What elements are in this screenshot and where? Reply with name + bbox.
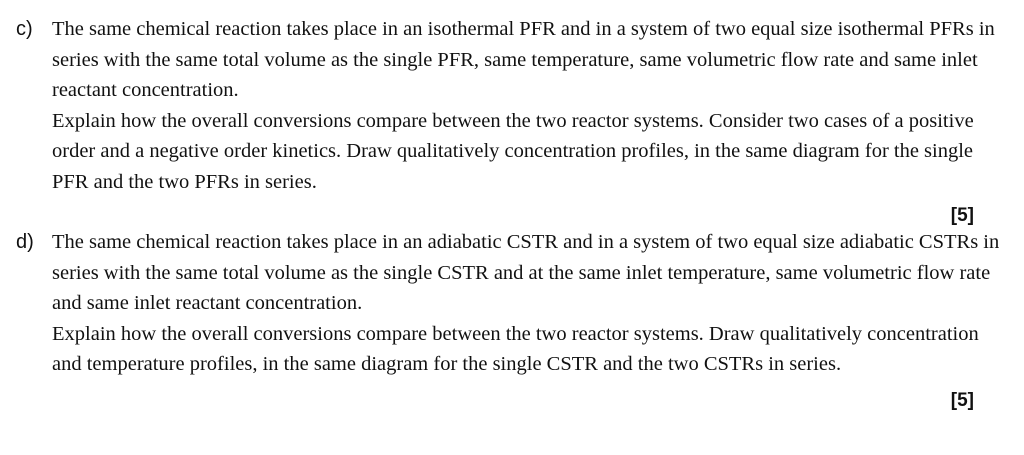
question-label: c) [16, 18, 33, 40]
question-text [52, 14, 1006, 197]
question-paragraph-setup: The same chemical reaction takes place in an isothermal PFR and in a system of two equal size isothermal PFRs in series with the same total volume as the single PFR, same temperature, same volumetric flow rate and same inlet reactant concentration. [52, 18, 995, 101]
question-c [16, 14, 1006, 229]
question-paragraph-setup: The same chemical reaction takes place in an adiabatic CSTR and in a system of two equal size adiabatic CSTRs in series with the same total volume as the single CSTR and at the same inlet temperature, same volumetric flow rate and same inlet reactant concentration. [52, 231, 1000, 314]
question-text [52, 227, 1006, 380]
question-paragraph-task: Explain how the overall conversions compare between the two reactor systems. Draw qualitatively concentration and temperature profiles, in the same diagram for the single CSTR and the two CSTRs in series. [52, 322, 979, 375]
question-label: d) [16, 231, 34, 253]
marks-label: [5] [950, 389, 974, 411]
question-paragraph-task: Explain how the overall conversions compare between the two reactor systems. Consider two cases of a positive order and a negative order kinetics. Draw qualitatively concentration profiles, in the same diagram for the single PFR and the two PFRs in series. [52, 109, 974, 193]
marks-label: [5] [950, 205, 974, 226]
question-d [16, 227, 1006, 414]
